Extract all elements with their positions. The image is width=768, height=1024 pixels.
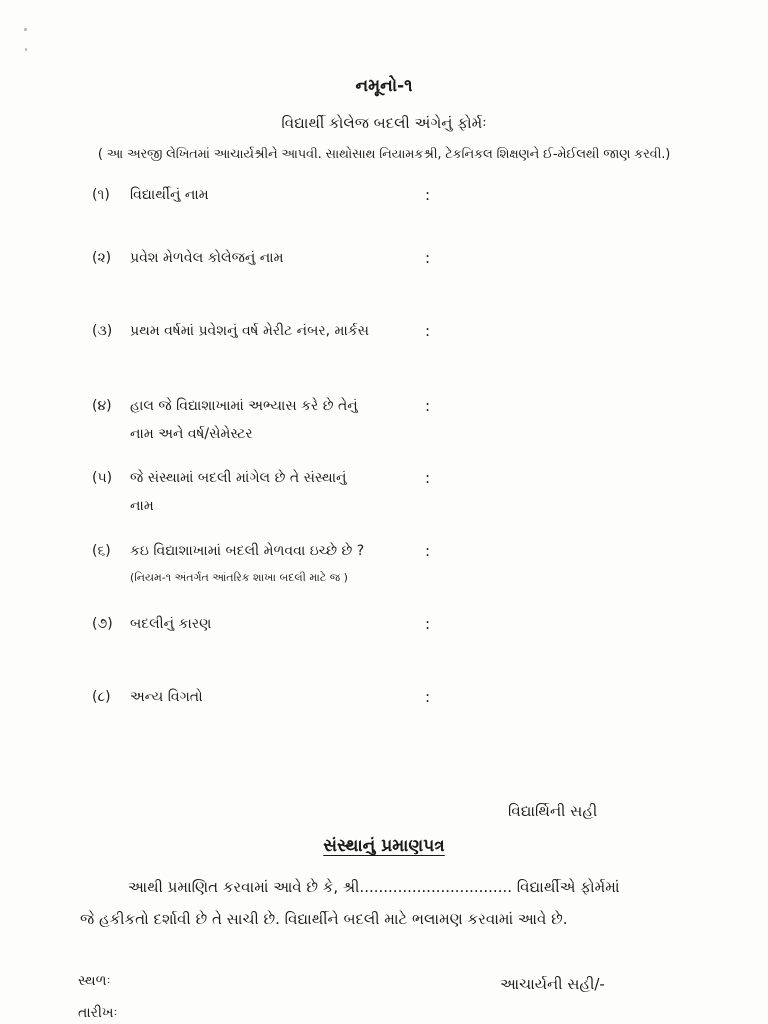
date-label: તારીખઃ bbox=[78, 1005, 118, 1021]
certificate-title: સંસ્થાનું પ્રમાણપત્ર bbox=[323, 836, 445, 856]
principal-signature-label: આચાર્યની સહી/- bbox=[500, 975, 605, 993]
item-number: (૫) bbox=[92, 470, 113, 486]
item-label-merit-number: પ્રથમ વર્ષમાં પ્રવેશનું વર્ષ મેરીટ નંબર, માર્કસ bbox=[130, 323, 370, 339]
item-number: (૨) bbox=[92, 250, 112, 266]
certificate-line-1: આથી પ્રમાણિત કરવામાં આવે છે કે, શ્રી................................ વિદ્યાર્થીએ ફોર્મમાં bbox=[128, 878, 620, 896]
scan-speck bbox=[25, 48, 27, 51]
item-number: (૪) bbox=[92, 398, 112, 414]
item-label-other-details: અન્ય વિગતો bbox=[130, 689, 203, 705]
place-label: સ્થળઃ bbox=[78, 973, 111, 989]
item-colon: : bbox=[425, 469, 431, 487]
item-label-transfer-reason: બદલીનું કારણ bbox=[130, 616, 212, 632]
form-instruction: ( આ અરજી લેખિતમાં આચાર્યશ્રીને આપવી. સાથોસાથ નિયામકશ્રી, ટેકનિકલ શિક્ષણને ઈ-મેઈલથી જાણ કરવી.) bbox=[97, 147, 671, 162]
item-label-admitted-college: પ્રવેશ મેળવેલ કોલેજનું નામ bbox=[130, 250, 284, 266]
item-number: (૮) bbox=[92, 689, 111, 705]
item-label-target-institute: જે સંસ્થામાં બદલી માંગેલ છે તે સંસ્થાનું bbox=[130, 470, 347, 486]
item-number: (૬) bbox=[92, 543, 111, 559]
item-label-target-institute-cont: નામ bbox=[130, 498, 154, 514]
item-colon: : bbox=[425, 397, 431, 415]
item-colon: : bbox=[425, 249, 431, 267]
item-label-current-branch: હાલ જે વિદ્યાશાખામાં અભ્યાસ કરે છે તેનું bbox=[130, 398, 358, 414]
item-number: (૧) bbox=[92, 187, 110, 203]
item-note-rule: (નિયમ-૧ અંતર્ગત આંતરિક શાખા બદલી માટે જ ) bbox=[130, 571, 348, 584]
item-label-desired-branch: કઇ વિદ્યાશાખામાં બદલી મેળવવા ઇચ્છે છે ? bbox=[130, 543, 365, 559]
certificate-line-2: જે હકીકતો દર્શાવી છે તે સાચી છે. વિદ્યાર્થીને બદલી માટે ભલામણ કરવામાં આવે છે. bbox=[80, 910, 568, 928]
item-colon: : bbox=[425, 322, 431, 340]
item-number: (૭) bbox=[92, 616, 113, 632]
form-subtitle: વિદ્યાર્થી કોલેજ બદલી અંગેનું ફોર્મઃ bbox=[281, 114, 487, 132]
item-label-current-branch-cont: નામ અને વર્ષ/સેમેસ્ટર bbox=[130, 426, 253, 442]
item-label-student-name: વિદ્યાર્થીનું નામ bbox=[130, 187, 209, 203]
scan-speck bbox=[24, 28, 27, 31]
form-title: નમૂનો-૧ bbox=[355, 76, 413, 96]
item-colon: : bbox=[425, 615, 431, 633]
item-colon: : bbox=[425, 542, 431, 560]
item-number: (૩) bbox=[92, 323, 113, 339]
item-colon: : bbox=[425, 186, 431, 204]
item-colon: : bbox=[425, 688, 431, 706]
student-signature-label: વિદ્યાર્થિની સહી bbox=[508, 802, 598, 820]
